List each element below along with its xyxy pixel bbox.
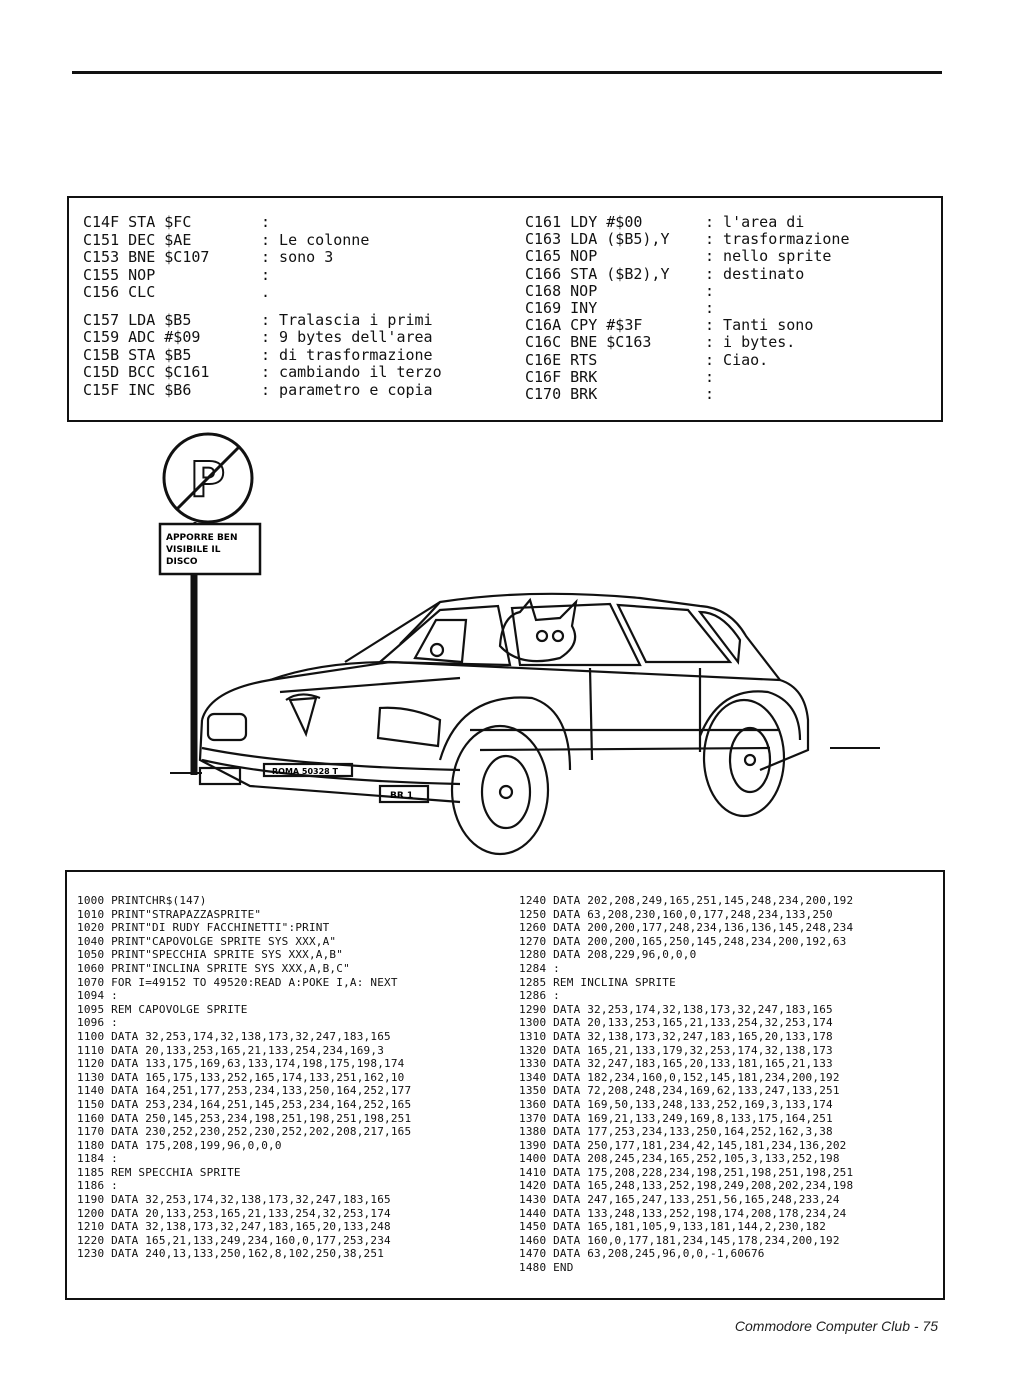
basic-line: 1184 : bbox=[77, 1152, 118, 1166]
basic-line: 1250 DATA 63,208,230,160,0,177,248,234,133,250 bbox=[519, 907, 833, 921]
asm-comment: : bbox=[261, 213, 271, 231]
asm-line: C161 LDY #$00 bbox=[525, 213, 643, 231]
asm-line: C15D BCC $C161 bbox=[83, 363, 210, 381]
top-rule bbox=[72, 71, 942, 74]
basic-line: 1440 DATA 133,248,133,252,198,174,208,178,234,24 bbox=[519, 1206, 847, 1220]
basic-line: 1286 : bbox=[519, 989, 560, 1003]
assembly-left-code bbox=[83, 214, 209, 399]
asm-comment: : i bytes. bbox=[705, 333, 796, 352]
asm-line: C16C BNE $C163 bbox=[525, 333, 652, 352]
basic-line: 1094 : bbox=[77, 989, 118, 1003]
asm-line: C165 NOP bbox=[525, 247, 598, 266]
basic-line: 1470 DATA 63,208,245,96,0,0,-1,60676 bbox=[519, 1247, 765, 1261]
assembly-right-comments bbox=[705, 214, 850, 403]
basic-line: 1380 DATA 177,253,234,133,250,164,252,162,3,38 bbox=[519, 1125, 833, 1139]
asm-line: C166 STA ($B2),Y bbox=[525, 264, 670, 283]
basic-line: 1160 DATA 250,145,253,234,198,251,198,251,198,251 bbox=[77, 1111, 412, 1125]
basic-line: 1350 DATA 72,208,248,234,169,62,133,247,133,251 bbox=[519, 1084, 840, 1098]
asm-line: C151 DEC $AE bbox=[83, 230, 192, 249]
no-parking-sign bbox=[164, 434, 252, 522]
basic-line: 1130 DATA 165,175,133,252,165,174,133,251,162,10 bbox=[77, 1070, 405, 1084]
basic-line: 1120 DATA 133,175,169,63,133,174,198,175,198,174 bbox=[77, 1057, 405, 1071]
asm-line: C157 LDA $B5 bbox=[83, 310, 192, 329]
basic-line: 1186 : bbox=[77, 1179, 118, 1193]
basic-line: 1410 DATA 175,208,228,234,198,251,198,251,198,251 bbox=[519, 1165, 854, 1179]
basic-line: 1060 PRINT"INCLINA SPRITE SYS XXX,A,B,C" bbox=[77, 961, 350, 975]
basic-line: 1370 DATA 169,21,133,249,169,8,133,175,164,251 bbox=[519, 1111, 833, 1125]
basic-line: 1050 PRINT"SPECCHIA SPRITE SYS XXX,A,B" bbox=[77, 948, 344, 962]
sign-text-2: VISIBILE IL bbox=[166, 545, 221, 555]
basic-line: 1300 DATA 20,133,253,165,21,133,254,32,253,174 bbox=[519, 1016, 833, 1030]
basic-line: 1340 DATA 182,234,160,0,152,145,181,234,200,192 bbox=[519, 1070, 840, 1084]
asm-comment: : bbox=[705, 384, 715, 403]
basic-line: 1220 DATA 165,21,133,249,234,160,0,177,253,234 bbox=[77, 1233, 391, 1247]
asm-comment: : bbox=[705, 281, 715, 300]
basic-line: 1210 DATA 32,138,173,32,247,183,165,20,133,248 bbox=[77, 1220, 391, 1234]
basic-listing-left bbox=[77, 894, 411, 1261]
asm-comment bbox=[261, 302, 442, 312]
basic-line: 1290 DATA 32,253,174,32,138,173,32,247,183,165 bbox=[519, 1002, 833, 1016]
asm-line: C169 INY bbox=[525, 298, 598, 317]
asm-comment: : di trasformazione bbox=[261, 345, 433, 364]
basic-line: 1140 DATA 164,251,177,253,234,133,250,164,252,177 bbox=[77, 1084, 412, 1098]
basic-line: 1096 : bbox=[77, 1016, 118, 1030]
asm-comment: : nello sprite bbox=[705, 247, 832, 266]
asm-comment: : Ciao. bbox=[705, 350, 769, 369]
asm-comment: : bbox=[261, 265, 271, 284]
front-license-plate: ROMA 50328 T bbox=[272, 767, 338, 776]
basic-line: 1270 DATA 200,200,165,250,145,248,234,200,192,63 bbox=[519, 934, 847, 948]
asm-line: C155 NOP bbox=[83, 265, 156, 284]
basic-line: 1020 PRINT"DI RUDY FACCHINETTI":PRINT bbox=[77, 921, 330, 935]
basic-line: 1285 REM INCLINA SPRITE bbox=[519, 975, 676, 989]
asm-line bbox=[83, 302, 209, 312]
page-footer: Commodore Computer Club - 75 bbox=[734, 1318, 938, 1334]
basic-line: 1460 DATA 160,0,177,181,234,145,178,234,200,192 bbox=[519, 1233, 840, 1247]
basic-line: 1095 REM CAPOVOLGE SPRITE bbox=[77, 1002, 248, 1016]
assembly-left-comments bbox=[261, 214, 442, 399]
asm-line: C168 NOP bbox=[525, 281, 598, 300]
basic-line: 1190 DATA 32,253,174,32,138,173,32,247,183,165 bbox=[77, 1193, 391, 1207]
basic-line: 1100 DATA 32,253,174,32,138,173,32,247,183,165 bbox=[77, 1029, 391, 1043]
basic-listing-box bbox=[65, 870, 945, 1300]
asm-comment: : sono 3 bbox=[261, 248, 334, 266]
asm-line: C153 BNE $C107 bbox=[83, 248, 210, 266]
basic-line: 1390 DATA 250,177,181,234,42,145,181,234,136,202 bbox=[519, 1138, 847, 1152]
basic-line: 1420 DATA 165,248,133,252,198,249,208,202,234,198 bbox=[519, 1179, 854, 1193]
asm-comment: : bbox=[705, 298, 715, 317]
car-body bbox=[200, 594, 808, 854]
svg-text:P: P bbox=[190, 452, 226, 508]
basic-line: 1430 DATA 247,165,247,133,251,56,165,248,233,24 bbox=[519, 1193, 840, 1207]
assembly-right-code bbox=[525, 214, 670, 403]
asm-comment: : cambiando il terzo bbox=[261, 363, 442, 381]
rear-plate: BR 1 bbox=[390, 791, 414, 801]
basic-line: 1280 DATA 208,229,96,0,0,0 bbox=[519, 948, 697, 962]
basic-line: 1360 DATA 169,50,133,248,133,252,169,3,133,174 bbox=[519, 1097, 833, 1111]
basic-line: 1450 DATA 165,181,105,9,133,181,144,2,230,182 bbox=[519, 1220, 827, 1234]
basic-line: 1180 DATA 175,208,199,96,0,0,0 bbox=[77, 1138, 282, 1152]
asm-comment: : l'area di bbox=[705, 213, 805, 231]
basic-listing-right bbox=[519, 894, 853, 1275]
basic-line: 1170 DATA 230,252,230,252,230,252,202,208,217,165 bbox=[77, 1125, 412, 1139]
asm-line: C16A CPY #$3F bbox=[525, 316, 643, 335]
sign-text-1: APPORRE BEN bbox=[166, 533, 238, 543]
basic-line: 1400 DATA 208,245,234,165,252,105,3,133,252,198 bbox=[519, 1152, 840, 1166]
asm-line: C16E RTS bbox=[525, 350, 598, 369]
basic-line: 1040 PRINT"CAPOVOLGE SPRITE SYS XXX,A" bbox=[77, 934, 337, 948]
car-illustration bbox=[140, 430, 900, 870]
asm-comment: . bbox=[261, 283, 271, 301]
asm-line: C170 BRK bbox=[525, 384, 598, 403]
asm-comment: : parametro e copia bbox=[261, 380, 433, 399]
basic-line: 1000 PRINTCHR$(147) bbox=[77, 894, 207, 907]
basic-line: 1260 DATA 200,200,177,248,234,136,136,145,248,234 bbox=[519, 921, 854, 935]
basic-line: 1185 REM SPECCHIA SPRITE bbox=[77, 1165, 241, 1179]
basic-line: 1284 : bbox=[519, 961, 560, 975]
asm-line: C163 LDA ($B5),Y bbox=[525, 230, 670, 249]
basic-line: 1480 END bbox=[519, 1261, 574, 1275]
asm-line: C14F STA $FC bbox=[83, 213, 192, 231]
basic-line: 1010 PRINT"STRAPAZZASPRITE" bbox=[77, 907, 262, 921]
basic-line: 1150 DATA 253,234,164,251,145,253,234,164,252,165 bbox=[77, 1097, 412, 1111]
asm-line: C15B STA $B5 bbox=[83, 345, 192, 364]
asm-comment: : bbox=[705, 367, 715, 386]
asm-comment: : destinato bbox=[705, 264, 805, 283]
asm-line: C16F BRK bbox=[525, 367, 598, 386]
sign-text-3: DISCO bbox=[166, 557, 198, 567]
basic-line: 1240 DATA 202,208,249,165,251,145,248,234,200,192 bbox=[519, 894, 854, 907]
basic-line: 1230 DATA 240,13,133,250,162,8,102,250,38,251 bbox=[77, 1247, 385, 1261]
assembly-listing-box bbox=[67, 196, 943, 422]
asm-line: C15F INC $B6 bbox=[83, 380, 192, 399]
asm-comment: : trasformazione bbox=[705, 230, 850, 249]
asm-line: C156 CLC bbox=[83, 283, 156, 301]
asm-comment: : Tanti sono bbox=[705, 316, 814, 335]
asm-comment: : Le colonne bbox=[261, 230, 370, 249]
basic-line: 1320 DATA 165,21,133,179,32,253,174,32,138,173 bbox=[519, 1043, 833, 1057]
asm-comment: : Tralascia i primi bbox=[261, 310, 433, 329]
basic-line: 1200 DATA 20,133,253,165,21,133,254,32,253,174 bbox=[77, 1206, 391, 1220]
basic-line: 1310 DATA 32,138,173,32,247,183,165,20,133,178 bbox=[519, 1029, 833, 1043]
asm-comment: : 9 bytes dell'area bbox=[261, 328, 433, 346]
basic-line: 1110 DATA 20,133,253,165,21,133,254,234,169,3 bbox=[77, 1043, 385, 1057]
asm-line: C159 ADC #$09 bbox=[83, 328, 201, 346]
basic-line: 1070 FOR I=49152 TO 49520:READ A:POKE I,A: NEXT bbox=[77, 975, 398, 989]
basic-line: 1330 DATA 32,247,183,165,20,133,181,165,21,133 bbox=[519, 1057, 833, 1071]
